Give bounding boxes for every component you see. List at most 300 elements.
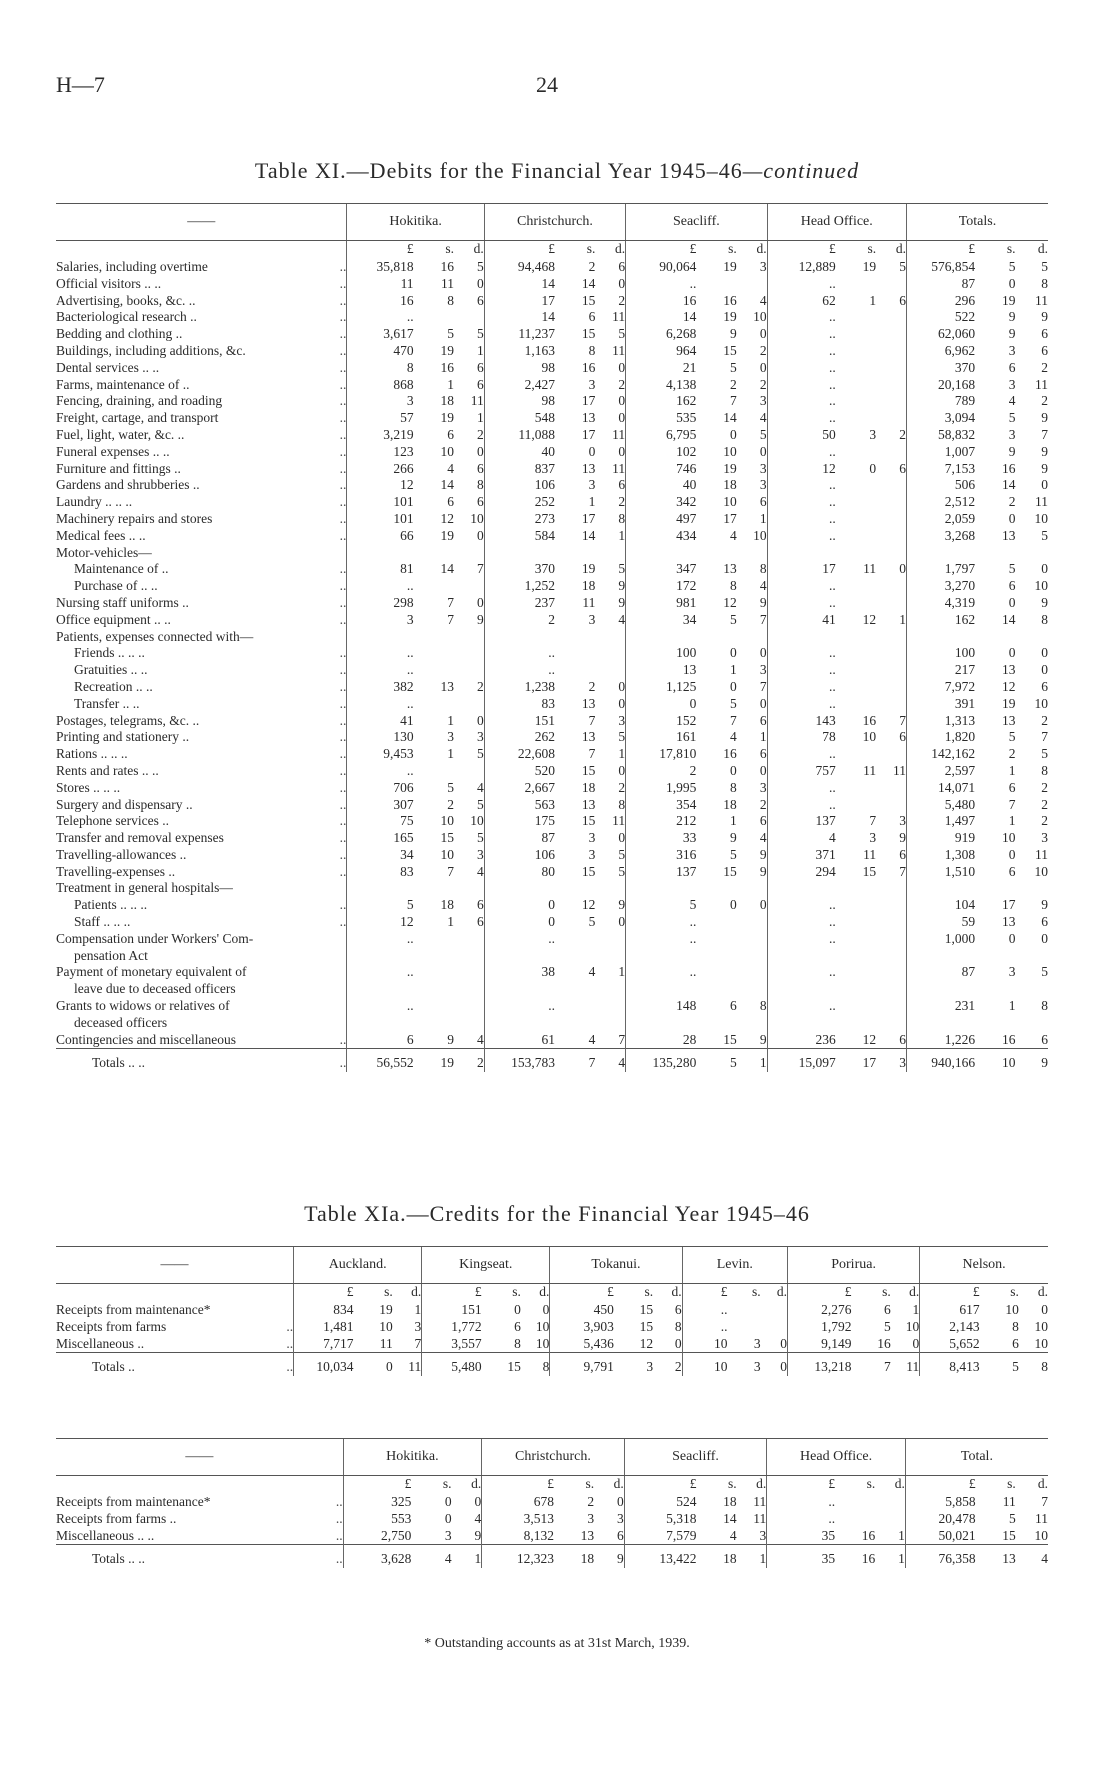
leader-dots: .. [339, 578, 347, 594]
pence-cell: 0 [477, 594, 484, 610]
row-label: Contingencies and miscellaneous [56, 1031, 236, 1047]
table-row [56, 746, 1048, 763]
shillings-cell: 3 [588, 376, 596, 392]
shillings-cell: 13 [1002, 662, 1016, 678]
table-row [56, 948, 1048, 965]
leader-dots: .. [286, 1335, 294, 1351]
pounds-cell: 13,422 [624, 1545, 696, 1568]
pounds-cell: 576,854 [906, 259, 975, 276]
shillings-cell: 19 [1002, 292, 1016, 308]
shillings-cell [414, 545, 454, 562]
table-row [56, 1319, 1048, 1336]
pence-cell: 1 [759, 729, 767, 745]
pence-cell: 2 [1041, 359, 1048, 375]
pence-cell [454, 1015, 484, 1032]
shillings-cell: 18 [723, 477, 737, 493]
shillings-cell [696, 964, 736, 981]
pounds-cell: .. [347, 998, 414, 1015]
pence-cell [876, 679, 906, 696]
pounds-cell: 964 [626, 343, 697, 360]
leader-dots: .. [339, 914, 347, 930]
row-label: Bacteriological research .. [56, 309, 197, 325]
shillings-cell: 13 [581, 729, 596, 745]
shillings-cell [835, 1511, 875, 1528]
pence-cell: 2 [618, 494, 626, 510]
pounds-cell: 4,319 [906, 595, 975, 612]
pounds-cell: .. [767, 931, 836, 948]
shillings-cell [696, 914, 736, 931]
pounds-cell: 50 [767, 427, 836, 444]
pounds-cell: .. [767, 998, 836, 1015]
leader-dots: .. [339, 309, 347, 325]
pounds-cell: 10 [682, 1353, 727, 1376]
pounds-cell: 678 [482, 1494, 554, 1511]
shillings-cell: 7 [869, 813, 877, 829]
shillings-cell: 6 [1008, 863, 1016, 879]
pence-cell: 5 [618, 863, 626, 879]
pence-cell: 1 [414, 1302, 422, 1317]
shillings-cell [836, 276, 876, 293]
shillings-cell: 3 [1008, 964, 1016, 980]
row-label: Payment of monetary equivalent of [56, 964, 247, 980]
pence-cell: 4 [618, 611, 626, 627]
pounds-cell: 3,903 [550, 1319, 614, 1336]
pence-cell: 0 [761, 1353, 788, 1376]
shillings-cell: 0 [588, 443, 596, 459]
shillings-cell [836, 998, 876, 1015]
shillings-cell: 19 [723, 309, 737, 325]
pounds-cell [484, 545, 555, 562]
shillings-cell: 12 [862, 1031, 877, 1047]
shillings-cell: 0 [1008, 275, 1016, 291]
shillings-cell: 19 [440, 527, 454, 543]
pounds-cell: 7,717 [294, 1336, 354, 1353]
pence-cell [595, 948, 625, 965]
row-label: Gardens and shrubberies .. [56, 477, 200, 493]
row-label: Travelling-allowances .. [56, 846, 187, 862]
shillings-cell: 2 [1008, 494, 1016, 510]
table-row [56, 343, 1048, 360]
shillings-cell [836, 545, 876, 562]
unit-label: £ [550, 1284, 614, 1303]
shillings-cell [836, 679, 876, 696]
shillings-cell: 16 [723, 746, 737, 762]
shillings-cell: 12 [1002, 678, 1016, 694]
pounds-cell: 137 [767, 813, 836, 830]
pounds-cell: .. [347, 763, 414, 780]
pence-cell: 11 [891, 1353, 920, 1376]
leader-dots: .. [339, 594, 347, 610]
table-xi-caption-continued: —continued [742, 158, 860, 183]
unit-label: d. [895, 241, 906, 256]
shillings-cell: 0 [730, 897, 737, 913]
pence-cell [595, 662, 625, 679]
shillings-cell [696, 880, 736, 897]
shillings-cell [836, 528, 876, 545]
pence-cell: 3 [876, 1049, 906, 1072]
shillings-cell: 10 [440, 813, 454, 829]
shillings-cell: 1 [447, 712, 454, 728]
pence-cell: 8 [618, 510, 626, 526]
shillings-cell: 4 [730, 527, 737, 543]
pence-cell [737, 1015, 767, 1032]
shillings-cell: 0 [1008, 510, 1016, 526]
pence-cell [876, 780, 906, 797]
pence-cell [454, 629, 484, 646]
unit-label: d. [539, 1284, 550, 1299]
unit-label: d. [756, 1476, 767, 1491]
pounds-cell: 2,750 [343, 1528, 411, 1545]
row-label: Fuel, light, water, &c. .. [56, 426, 185, 442]
shillings-cell: 15 [723, 1031, 737, 1047]
pounds-cell [767, 880, 836, 897]
pence-cell: 2 [618, 376, 626, 392]
pounds-cell: 87 [906, 964, 975, 981]
pence-cell: 9 [759, 594, 767, 610]
unit-label: d. [615, 241, 626, 256]
pounds-cell: 137 [626, 864, 697, 881]
row-label: Patients .. .. .. [74, 897, 148, 913]
row-label: Treatment in general hospitals— [56, 880, 233, 896]
shillings-cell: 8 [1012, 1318, 1019, 1334]
shillings-cell: 3 [1008, 426, 1016, 442]
shillings-cell: 18 [440, 897, 454, 913]
pounds-cell: 236 [767, 1032, 836, 1049]
shillings-cell: 6 [447, 426, 454, 442]
leader-dots [311, 998, 347, 1015]
unit-label: s. [585, 1476, 595, 1491]
shillings-cell [836, 931, 876, 948]
stub-header: —— [56, 204, 347, 241]
pence-cell [875, 1511, 905, 1528]
pounds-cell: 746 [626, 461, 697, 478]
pence-cell [876, 998, 906, 1015]
row-label: Totals .. .. [56, 1049, 311, 1072]
shillings-cell: 19 [723, 259, 737, 274]
row-label: Purchase of .. .. [74, 578, 158, 594]
page-ref: H—7 [56, 72, 105, 97]
pounds-cell [347, 629, 414, 646]
pence-cell: 3 [618, 712, 626, 728]
pence-cell [595, 545, 625, 562]
row-label: Miscellaneous .. [56, 1335, 145, 1351]
pence-cell: 4 [477, 1031, 484, 1047]
pounds-cell: .. [767, 645, 836, 662]
pence-cell: 3 [759, 259, 767, 274]
pence-cell [876, 964, 906, 981]
pounds-cell: 3,617 [347, 326, 414, 343]
pence-cell [1016, 981, 1048, 998]
pounds-cell: 0 [484, 897, 555, 914]
pounds-cell: 1,820 [906, 729, 975, 746]
shillings-cell [836, 410, 876, 427]
shillings-cell: 11 [379, 1335, 393, 1351]
table-row [56, 897, 1048, 914]
shillings-cell: 16 [1002, 1031, 1016, 1047]
pence-cell: 3 [1041, 830, 1048, 846]
shillings-cell [555, 645, 595, 662]
column-header: Nelson. [920, 1247, 1048, 1284]
pounds-cell: 450 [550, 1302, 614, 1319]
table-xi-caption-main: Table XI.—Debits for the Financial Year 1945–46 [254, 158, 743, 183]
leader-dots [311, 964, 347, 981]
row-label: Receipts from maintenance* [56, 1494, 211, 1509]
shillings-cell: 19 [723, 460, 737, 476]
pounds-cell: 470 [347, 343, 414, 360]
shillings-cell [696, 276, 736, 293]
unit-label: s. [1006, 241, 1016, 256]
pounds-cell: 35 [767, 1528, 835, 1545]
pounds-cell: 153,783 [484, 1049, 555, 1072]
shillings-cell: 9 [1008, 326, 1016, 342]
shillings-cell [696, 629, 736, 646]
pence-cell: 11 [1035, 1510, 1048, 1526]
shillings-cell: 3 [588, 477, 596, 493]
pence-cell: 0 [1041, 561, 1048, 577]
stub-header: —— [56, 1439, 343, 1476]
shillings-cell: 14 [581, 275, 596, 291]
pounds-cell: 12,889 [767, 259, 836, 276]
pounds-cell: 14,071 [906, 780, 975, 797]
shillings-cell: 11 [863, 846, 877, 862]
shillings-cell: 17 [1002, 897, 1016, 913]
pence-cell: 4 [595, 1049, 625, 1072]
shillings-cell [696, 1015, 736, 1032]
pence-cell: 3 [759, 393, 767, 409]
pence-cell: 5 [477, 830, 484, 846]
pounds-cell: 2,059 [906, 511, 975, 528]
pounds-cell [347, 545, 414, 562]
pence-cell: 5 [477, 326, 484, 342]
pence-cell: 1 [618, 746, 626, 762]
pounds-cell: 94,468 [484, 259, 555, 276]
pence-cell: 2 [1041, 779, 1048, 795]
pence-cell: 8 [759, 998, 767, 1014]
pounds-cell: 8,132 [482, 1528, 554, 1545]
shillings-cell: 10 [1002, 830, 1016, 846]
pounds-cell: 7,972 [906, 679, 975, 696]
shillings-cell [836, 914, 876, 931]
pounds-cell: 217 [906, 662, 975, 679]
shillings-cell: 5 [1008, 259, 1016, 274]
pounds-cell [626, 948, 697, 965]
pounds-cell: 2 [626, 763, 697, 780]
pounds-cell: 38 [484, 964, 555, 981]
shillings-cell [836, 780, 876, 797]
row-label: Office equipment .. .. [56, 611, 171, 627]
pounds-cell: 1,772 [422, 1319, 482, 1336]
stub-header: —— [56, 1247, 294, 1284]
pounds-cell: 231 [906, 998, 975, 1015]
row-label: Funeral expenses .. .. [56, 443, 170, 459]
pence-cell: 10 [1034, 695, 1048, 711]
pounds-cell: 2,276 [787, 1302, 851, 1319]
row-label: Rents and rates .. .. [56, 762, 159, 778]
pence-cell: 1 [898, 1527, 905, 1543]
pence-cell: 7 [477, 561, 484, 577]
pounds-cell: 57 [347, 410, 414, 427]
shillings-cell: 6 [1008, 578, 1016, 594]
footnote: * Outstanding accounts as at 31st March, 1939. [424, 1636, 690, 1651]
pounds-cell: 35 [767, 1545, 835, 1568]
unit-label: s. [867, 241, 877, 256]
pence-cell: 3 [414, 1318, 422, 1334]
shillings-cell: 3 [753, 1335, 761, 1351]
pounds-cell: 563 [484, 797, 555, 814]
row-label: Fencing, draining, and roading [56, 393, 223, 409]
leader-dots: .. [339, 460, 347, 476]
table-xi-caption [0, 158, 1114, 184]
pence-cell: 0 [759, 326, 767, 342]
leader-dots: .. [339, 863, 347, 879]
shillings-cell: 1 [588, 494, 596, 510]
pounds-cell: .. [767, 377, 836, 394]
pence-cell: 6 [1041, 914, 1048, 930]
pounds-cell: 1,797 [906, 561, 975, 578]
pence-cell [454, 662, 484, 679]
pounds-cell: 87 [906, 276, 975, 293]
pounds-cell: 316 [626, 847, 697, 864]
shillings-cell: 12 [440, 510, 454, 526]
pence-cell: 9 [1041, 460, 1048, 476]
pence-cell [876, 981, 906, 998]
table-row [56, 545, 1048, 562]
pence-cell [875, 1494, 905, 1511]
pence-cell: 11 [1035, 846, 1048, 862]
unit-label: d. [471, 1476, 482, 1491]
shillings-cell: 0 [354, 1353, 393, 1376]
shillings-cell: 3 [728, 1353, 761, 1376]
pounds-cell: 148 [626, 998, 697, 1015]
pence-cell: 0 [759, 762, 767, 778]
shillings-cell: 10 [440, 443, 454, 459]
pounds-cell [906, 545, 975, 562]
pence-cell: 8 [759, 561, 767, 577]
pence-cell [454, 880, 484, 897]
pence-cell: 6 [674, 1302, 682, 1317]
column-header-row [56, 204, 1048, 241]
leader-dots: .. [339, 729, 347, 745]
column-header: Tokanui. [550, 1247, 682, 1284]
shillings-cell: 19 [379, 1302, 393, 1317]
pounds-cell: 162 [906, 612, 975, 629]
shillings-cell: 13 [581, 796, 596, 812]
pounds-cell: .. [484, 645, 555, 662]
row-label: Staff .. .. .. [74, 914, 131, 930]
shillings-cell: 2 [447, 796, 454, 812]
pence-cell: 1 [477, 342, 484, 358]
unit-label: s. [1010, 1284, 1019, 1299]
pounds-cell: 12 [767, 461, 836, 478]
pence-cell: 0 [759, 695, 767, 711]
leader-dots: .. [339, 897, 347, 913]
pounds-cell: 22,608 [484, 746, 555, 763]
shillings-cell [555, 662, 595, 679]
pence-cell: 0 [759, 359, 767, 375]
column-header: Hokitika. [347, 204, 484, 241]
pence-cell [761, 1319, 788, 1336]
row-label: Surgery and dispensary .. [56, 796, 193, 812]
pence-cell [595, 1015, 625, 1032]
shillings-cell: 1 [869, 292, 877, 308]
pence-cell: 9 [1041, 410, 1048, 426]
units-row [56, 1476, 1048, 1495]
pence-cell: 10 [905, 1318, 920, 1334]
pounds-cell: 617 [920, 1302, 980, 1319]
pence-cell: 10 [470, 813, 484, 829]
row-label: Receipts from farms .. [56, 1510, 177, 1526]
pounds-cell [767, 981, 836, 998]
column-header: Christchurch. [482, 1439, 625, 1476]
pounds-cell: 5,858 [905, 1494, 975, 1511]
shillings-cell: 15 [581, 326, 596, 342]
pence-cell [876, 662, 906, 679]
pence-cell [876, 360, 906, 377]
pounds-cell: 4,138 [626, 377, 697, 394]
shillings-cell: 15 [581, 292, 596, 308]
pence-cell [876, 545, 906, 562]
table-row [56, 444, 1048, 461]
pence-cell: 1 [737, 1545, 767, 1568]
pounds-cell: 2,427 [484, 377, 555, 394]
pounds-cell: 143 [767, 713, 836, 730]
pounds-cell: 868 [347, 377, 414, 394]
row-label: Stores .. .. .. [56, 779, 121, 795]
pence-cell: 4 [759, 578, 767, 594]
pounds-cell: 370 [484, 561, 555, 578]
shillings-cell: 6 [1008, 779, 1016, 795]
pence-cell: 0 [474, 1494, 482, 1509]
pounds-cell: 80 [484, 864, 555, 881]
pounds-cell: 347 [626, 561, 697, 578]
shillings-cell [975, 880, 1015, 897]
pounds-cell: 34 [626, 612, 697, 629]
table-xi-debits [56, 203, 1048, 1072]
pounds-cell [347, 981, 414, 998]
pounds-cell: 3 [347, 393, 414, 410]
pence-cell: 11 [753, 1510, 767, 1526]
pence-cell: 7 [1041, 729, 1048, 745]
pounds-cell: .. [347, 964, 414, 981]
shillings-cell: 14 [440, 561, 454, 577]
pence-cell: 1 [618, 527, 626, 543]
pence-cell: 1 [912, 1302, 920, 1317]
shillings-cell: 0 [1008, 930, 1016, 946]
shillings-cell: 16 [581, 359, 596, 375]
table-row [56, 880, 1048, 897]
pence-cell: 0 [1041, 477, 1048, 493]
shillings-cell: 5 [884, 1318, 891, 1334]
table-row [56, 410, 1048, 427]
leader-dots: .. [263, 1353, 294, 1376]
shillings-cell: 0 [730, 645, 737, 661]
shillings-cell: 6 [884, 1302, 891, 1317]
pence-cell: 3 [759, 779, 767, 795]
pounds-cell: 10 [682, 1336, 727, 1353]
pounds-cell: 35,818 [347, 259, 414, 276]
unit-label: s. [445, 241, 454, 256]
pounds-cell: 524 [624, 1494, 696, 1511]
pence-cell: 6 [477, 359, 484, 375]
shillings-cell: 17 [581, 393, 596, 409]
pounds-cell: 2,512 [906, 494, 975, 511]
pence-cell [876, 931, 906, 948]
pounds-cell [626, 880, 697, 897]
shillings-cell: 13 [581, 410, 596, 426]
pence-cell: 0 [477, 527, 484, 543]
pence-cell [1016, 1015, 1048, 1032]
pounds-cell: 104 [906, 897, 975, 914]
